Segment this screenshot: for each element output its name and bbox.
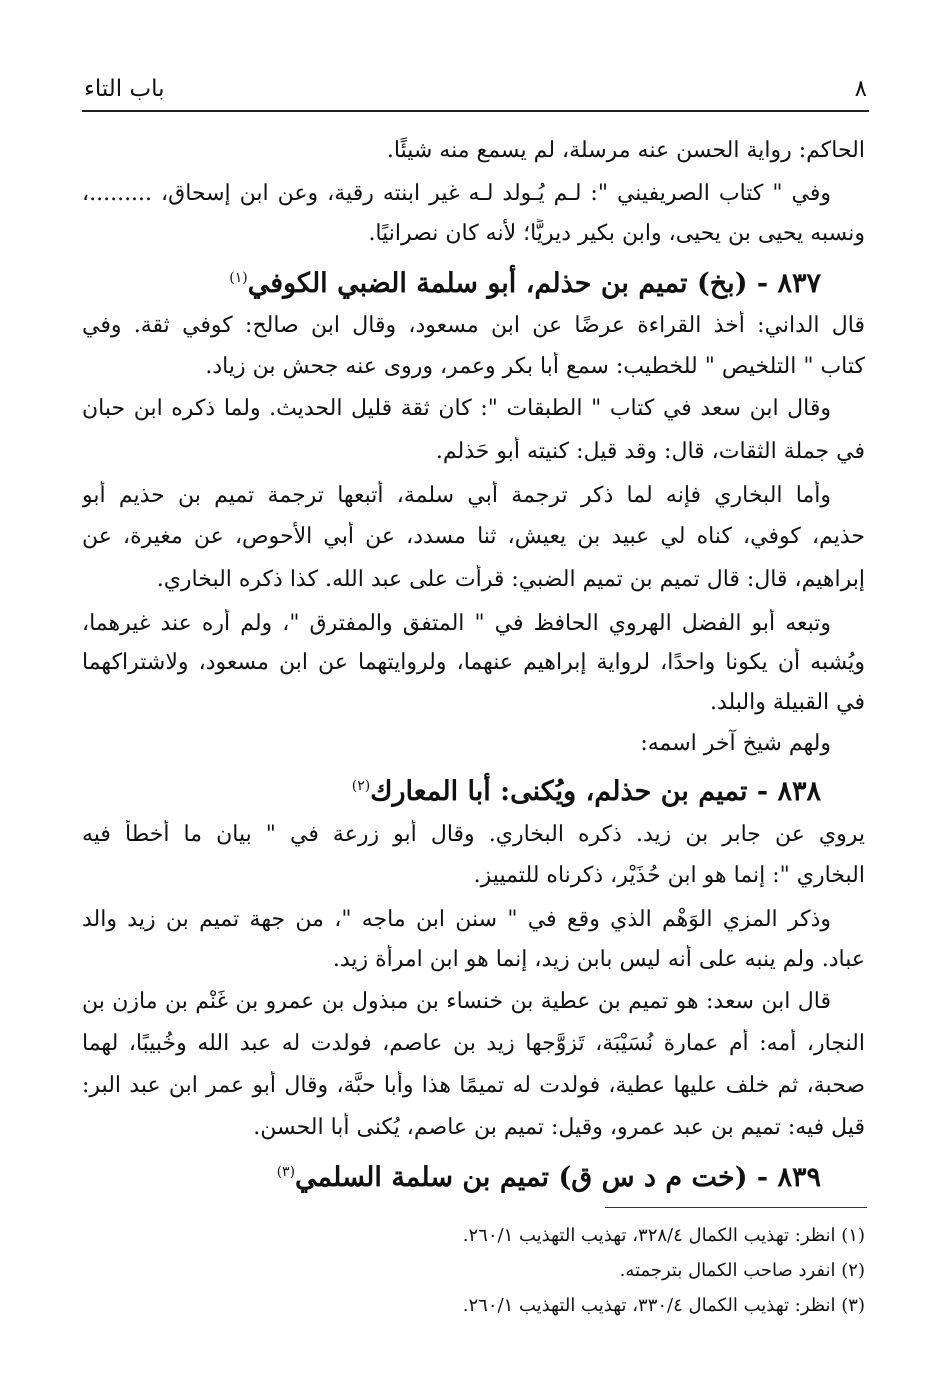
entry-heading-839 — [82, 1154, 821, 1196]
text-line: إبراهيم، قال: قال تميم بن تميم الضبي: قرأت على عبد الله. كذا ذكره البخاري. — [156, 567, 865, 592]
footnote-rule — [605, 1207, 867, 1208]
entry-heading-text: ٨٣٩ - (خت م د س ق) تميم بن سلمة السلمي — [295, 1162, 821, 1193]
header-rule — [82, 110, 869, 112]
text-line: البخاري ": إنما هو ابن حُذَيْر، ذكرناه للتمييز. — [473, 863, 865, 888]
page-header — [84, 72, 867, 106]
text-line: كتاب " التلخيص " للخطيب: سمع أبا بكر وعمر، وروى عنه جحش بن زياد. — [205, 354, 865, 379]
text-line: قال الداني: أخذ القراءة عرضًا عن ابن مسعود، وقال ابن صالح: كوفي ثقة. وفي — [82, 313, 865, 338]
entry-heading-838 — [82, 768, 821, 810]
text-line: وقال ابن سعد في كتاب " الطبقات ": كان ثقة قليل الحديث. ولما ذكره ابن حبان — [82, 396, 831, 421]
footnote-3: (٣) انظر: تهذيب الكمال ٣٣٠/٤، تهذيب التهذيب ٢٦٠/١. — [462, 1295, 865, 1316]
footnote-ref: (٢) — [351, 778, 371, 794]
entry-heading-text: ٨٣٧ - (بخ) تميم بن حذلم، أبو سلمة الضبي الكوفي — [247, 268, 821, 299]
text-line: حذيم، كوفي، كناه لي عبيد بن يعيش، ثنا مسدد، عن أبي الأحوص، عن مغيرة، عن — [82, 524, 865, 549]
text-line: وأما البخاري فإنه لما ذكر ترجمة أبي سلمة، أتبعها ترجمة تميم بن حذيم أبو — [82, 483, 831, 508]
footnote-ref: (٣) — [276, 1164, 296, 1180]
footnote-2: (٢) انفرد صاحب الكمال بترجمته. — [619, 1260, 865, 1281]
text-line: وفي " كتاب الصريفيني ": لـم يُـولد لـه غير ابنته رقية، وعن ابن إسحاق، .........، — [82, 181, 831, 206]
text-line: في القبيلة والبلد. — [709, 690, 865, 715]
text-line: قال ابن سعد: هو تميم بن عطية بن خنساء بن مبذول بن عمرو بن غَنْم بن مازن بن — [82, 989, 831, 1014]
text-line: ولهم شيخ آخر اسمه: — [640, 731, 831, 756]
chapter-title: باب التاء — [84, 76, 165, 102]
text-line: النجار، أمه: أم عمارة نُسَيْبَة، تَزوَّجها زيد بن عاصم، فولدت له عبد الله وخُبيبًا، لهما — [82, 1031, 865, 1056]
page-number: ٨ — [854, 76, 867, 102]
text-line: عباد. ولم ينبه على أنه ليس بابن زيد، إنما هو ابن امرأة زيد. — [332, 947, 865, 972]
text-line: في جملة الثقات، قال: وقد قيل: كنيته أبو حَذلم. — [435, 439, 865, 464]
footnote-ref: (١) — [229, 270, 248, 286]
text-line: قيل فيه: تميم بن عبد عمرو، وقيل: تميم بن عاصم، يُكنى أبا الحسن. — [253, 1115, 865, 1140]
footnote-1: (١) انظر: تهذيب الكمال ٣٢٨/٤، تهذيب التهذيب ٢٦٠/١. — [462, 1225, 865, 1246]
text-line: ونسبه يحيى بن يحيى، وابن بكير ديريًّا؛ لأنه كان نصرانيًا. — [368, 221, 865, 246]
text-line: ويُشبه أن يكونا واحدًا، لرواية إبراهيم عنهما، ولروايتهما عن ابن مسعود، ولاشتراكهما — [82, 650, 865, 675]
text-line: يروي عن جابر بن زيد. ذكره البخاري. وقال أبو زرعة في " بيان ما أخطأ فيه — [82, 822, 865, 847]
text-line: وذكر المزي الوَهْم الذي وقع في " سنن ابن ماجه "، من جهة تميم بن زيد والد — [82, 907, 831, 932]
entry-heading-text: ٨٣٨ - تميم بن حذلم، ويُكنى: أبا المعارك — [370, 776, 821, 807]
text-line: الحاكم: رواية الحسن عنه مرسلة، لم يسمع منه شيئًا. — [386, 138, 865, 163]
entry-heading-837 — [82, 260, 821, 302]
text-line: وتبعه أبو الفضل الهروي الحافظ في " المتفق والمفترق "، ولم أره عند غيرهما، — [82, 611, 831, 636]
text-line: صحبة، ثم خلف عليها عطية، فولدت له تميمًا هذا وأبا حبَّة، وقال أبو عمر ابن عبد البر: — [82, 1073, 865, 1098]
